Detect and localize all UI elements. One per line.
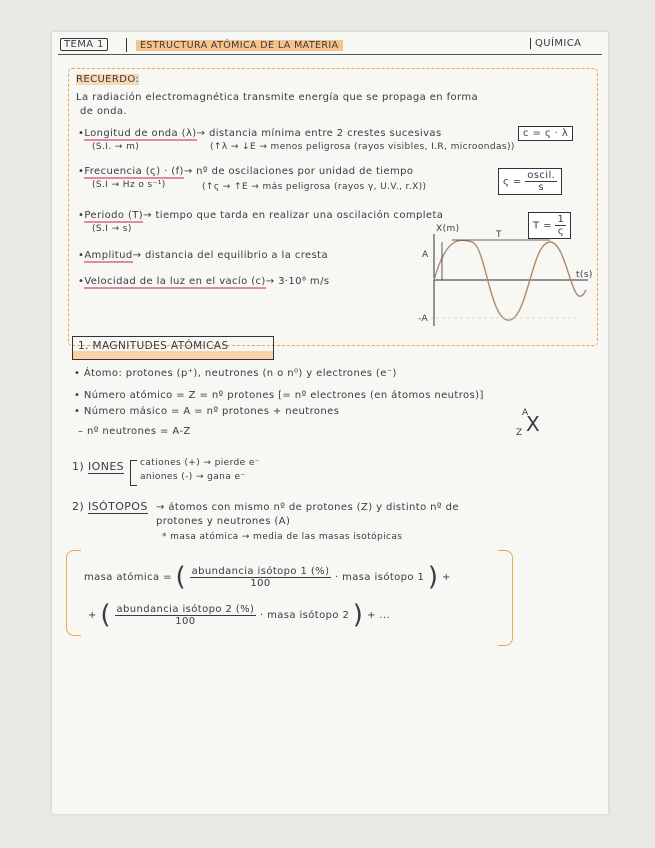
- velocidad-term: Velocidad de la luz en el vacío (c): [84, 276, 266, 287]
- formula-f1-rest: · masa isótopo 1: [334, 572, 425, 583]
- longitud-def: → distancia mínima entre 2 crestes sucesivas: [196, 128, 442, 139]
- frecuencia-term: Frecuencia (ς) · (f): [84, 166, 184, 177]
- graph-xlabel: t(s): [576, 270, 593, 280]
- longitud-formula: c = ς · λ: [518, 126, 573, 141]
- graph-ylabel: X(m): [436, 224, 460, 234]
- isotopos-def-1: → átomos con mismo nº de protones (Z) y distinto nº de: [156, 502, 459, 513]
- header-rule: [58, 54, 602, 55]
- numero-masico-line: • Número másico = A = nº protones + neutrones: [74, 406, 340, 417]
- neutrones-line: – nº neutrones = A-Z: [78, 426, 191, 437]
- periodo-line: •Periodo (T)→ tiempo que tarda en realizar una oscilación completa: [78, 210, 444, 221]
- velocidad-line: •Velocidad de la luz en el vacío (c)→ 3·10⁸ m/s: [78, 276, 330, 287]
- isotopos-def-2: protones y neutrones (A): [156, 516, 291, 527]
- isotopos-number: 2): [72, 500, 85, 513]
- formula-f2-num: abundancia isótopo 2 (%): [116, 603, 255, 615]
- formula-plus: +: [442, 572, 451, 583]
- numero-atomico-line: • Número atómico = Z = nº protones [= nº electrones (en átomos neutros)]: [74, 390, 484, 401]
- amplitud-def: → distancia del equilibrio a la cresta: [132, 250, 329, 261]
- section1-title: 1. MAGNITUDES ATÓMICAS: [78, 340, 229, 352]
- title-divider: [126, 38, 135, 52]
- notebook-page: [52, 32, 608, 814]
- formula-tail: + ...: [366, 610, 391, 621]
- frecuencia-line: •Frecuencia (ς) · (f)→ nº de oscilaciones por unidad de tiempo: [78, 166, 414, 177]
- periodo-formula-den: ς: [557, 226, 564, 237]
- periodo-def: → tiempo que tarda en realizar una oscilación completa: [143, 210, 444, 221]
- formula-bracket-right: [498, 550, 513, 646]
- longitud-term: Longitud de onda (λ): [84, 128, 197, 139]
- periodo-term: Periodo (T): [84, 210, 144, 221]
- isotopos-def-3: * masa atómica → media de las masas isotópicas: [162, 532, 403, 542]
- longitud-note: (↑λ → ↓E → menos peligrosa (rayos visibles, I.R, microondas)): [210, 142, 515, 152]
- frecuencia-formula-den: s: [538, 182, 545, 193]
- notation-mass-number: A: [522, 408, 529, 418]
- iones-title: IONES: [88, 460, 125, 473]
- atomo-text: Átomo: protones (p⁺), neutrones (n o n⁰) y electrones (e⁻): [83, 368, 397, 379]
- frecuencia-formula-lhs: ς =: [503, 176, 522, 188]
- isotopos-heading: [72, 500, 148, 513]
- iones-bracket: [130, 460, 137, 486]
- periodo-unit: (S.I → s): [92, 224, 132, 234]
- formula-f2-den: 100: [175, 615, 196, 627]
- atomo-line: • Átomo: protones (p⁺), neutrones (n o n⁰) y electrones (e⁻): [74, 368, 397, 379]
- recuerdo-intro-2: de onda.: [80, 106, 127, 117]
- amplitud-term: Amplitud: [84, 250, 133, 261]
- periodo-formula-lhs: T =: [533, 220, 552, 232]
- amplitud-line: •Amplitud→ distancia del equilibrio a la cresta: [78, 250, 329, 261]
- velocidad-def: → 3·10⁸ m/s: [265, 276, 330, 287]
- frecuencia-formula-num: oscil.: [527, 170, 556, 181]
- graph-period-label: T: [496, 230, 502, 240]
- isotopos-title: ISÓTOPOS: [88, 500, 148, 513]
- formula-f2-rest: · masa isótopo 2: [259, 610, 350, 621]
- formula-f1-num: abundancia isótopo 1 (%): [191, 565, 330, 577]
- numero-atomico-text: Número atómico = Z = nº protones [= nº electrones (en átomos neutros)]: [83, 390, 484, 401]
- wave-graph: [420, 228, 592, 332]
- formula-line-1: masa atómica = ( $\frac{\text{abundancia isótopo 1 (\%)}}{100}$ · masa isótopo 1 ) +: [84, 562, 451, 592]
- formula-f1-den: 100: [250, 577, 271, 589]
- tema-label: TEMA 1: [60, 38, 108, 51]
- page-title: ESTRUCTURA ATÓMICA DE LA MATERIA: [136, 40, 343, 51]
- longitud-unit: (S.I. → m): [92, 142, 140, 152]
- formula-line-2: + ( $\frac{\text{abundancia isótopo 2 (\%)}}{100}$ · masa isótopo 2 ) + ...: [88, 600, 391, 630]
- formula-lhs: masa atómica =: [84, 572, 172, 583]
- notation-element-symbol: X: [526, 412, 541, 436]
- graph-minus-a-label: -A: [418, 314, 429, 324]
- cationes-text: cationes (+) → pierde e⁻: [140, 458, 260, 468]
- notation-atomic-number: Z: [516, 428, 523, 438]
- frecuencia-formula: [498, 168, 562, 195]
- frecuencia-unit: (S.I → Hz o s⁻¹): [92, 180, 166, 190]
- frecuencia-note: (↑ς → ↑E → más peligrosa (rayos γ, U.V., r.X)): [202, 182, 427, 192]
- numero-masico-text: Número másico = A = nº protones + neutrones: [83, 406, 340, 417]
- iones-number: 1): [72, 460, 85, 473]
- formula-bracket-left: [66, 550, 81, 636]
- longitud-line: •Longitud de onda (λ)→ distancia mínima entre 2 crestes sucesivas: [78, 128, 442, 139]
- iones-heading: [72, 460, 124, 473]
- aniones-text: aniones (-) → gana e⁻: [140, 472, 246, 482]
- graph-amplitude-label: A: [422, 250, 429, 260]
- neutrones-text: nº neutrones = A-Z: [86, 426, 191, 437]
- recuerdo-intro-1: La radiación electromagnética transmite energía que se propaga en forma: [76, 92, 479, 103]
- subject-label: QUÍMICA: [530, 38, 581, 49]
- recuerdo-title: RECUERDO:: [76, 74, 140, 85]
- frecuencia-def: → nº de oscilaciones por unidad de tiempo: [183, 166, 414, 177]
- periodo-formula-num: 1: [557, 214, 565, 225]
